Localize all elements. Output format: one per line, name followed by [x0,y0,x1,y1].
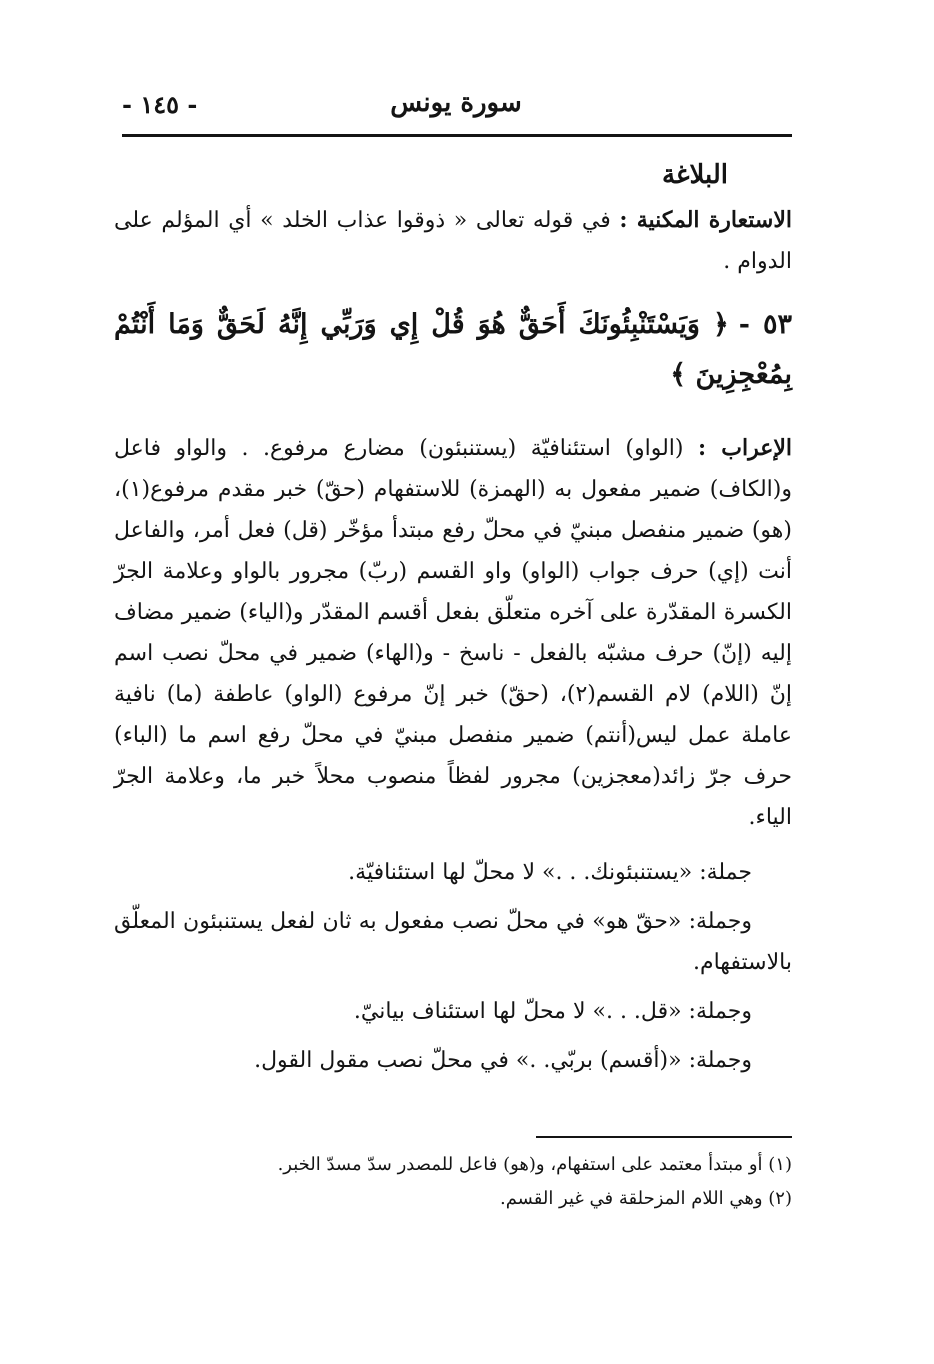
footnotes [114,1148,792,1216]
sentence-analysis: وجملة: «قل. . .» لا محلّ لها استئناف بيانيّ. [353,999,752,1024]
sentence-analysis: وجملة: «حقّ هو» في محلّ نصب مفعول به ثان لفعل يستنبئون المعلّق بالاستفهام. [114,909,792,975]
footnote: (٢) وهي اللام المزحلقة في غير القسم. [499,1188,792,1209]
balagha-paragraph [114,200,792,282]
sentence-analysis: جملة: «يستنبئونك. . .» لا محلّ لها استئنافيّة. [348,860,752,885]
footnote: (١) أو مبتدأ معتمد على استفهام، و(هو) فاعل للمصدر سدّ مسدّ الخبر. [277,1154,792,1175]
i3rab-text: (الواو) استئنافيّة (يستنبئون) مضارع مرفوع. . والواو فاعل و(الكاف) ضمير مفعول به (الهمزة) للاستفهام (حقّ) خبر مقدم مرفوع(١)، (هو) ضمير منفصل مبنيّ في محلّ رفع مبتدأ مؤخّر (قل) فعل أمر، والفاعل أنت (إي) حرف جواب (الواو) واو القسم (ربّ) مجرور بالواو وعلامة الجرّ الكسرة المقدّرة على آخره متعلّق بفعل أقسم المقدّر و(الياء) ضمير مضاف إليه (إنّ) حرف مشبّه بالفعل - ناسخ - و(الهاء) ضمير في محلّ نصب اسم إنّ (اللام) لام القسم(٢)، (حقّ) خبر إنّ مرفوع (الواو) عاطفة (ما) نافية عاملة عمل ليس(أنتم) ضمير منفصل مبنيّ في محلّ رفع اسم ما (الباء) حرف جرّ زائد(معجزين) مجرور لفظاً منصوب محلاً خبر ما، وعلامة الجرّ الياء. [114,436,793,830]
balagha-term: الاستعارة المكنية : [619,207,792,233]
page-number: - ١٤٥ - [122,90,198,119]
header-divider [122,134,792,137]
running-title: سورة يونس [390,88,522,118]
main-content [114,160,792,1089]
verse-text: ﴿ وَيَسْتَنْبِئُونَكَ أَحَقٌّ هُوَ قُلْ إِي وَرَبِّي إِنَّهُ لَحَقٌّ وَمَا أَنْتُمْ بِمُعْجِزِينَ ﴾ [114,309,792,390]
section-title: البلاغة [661,160,728,190]
page-header [122,84,790,134]
verse-number: ٥٣ - [738,309,793,340]
balagha-text: في قوله تعالى « ذوقوا عذاب الخلد » أي المؤلم على الدوام . [114,208,792,274]
footnote-divider [536,1136,792,1138]
sentence-analysis: وجملة: «(أقسم) بربّي. .» في محلّ نصب مقول القول. [254,1048,752,1073]
quran-verse [114,300,792,400]
i3rab-paragraph [114,428,792,838]
i3rab-term: الإعراب : [697,435,793,461]
